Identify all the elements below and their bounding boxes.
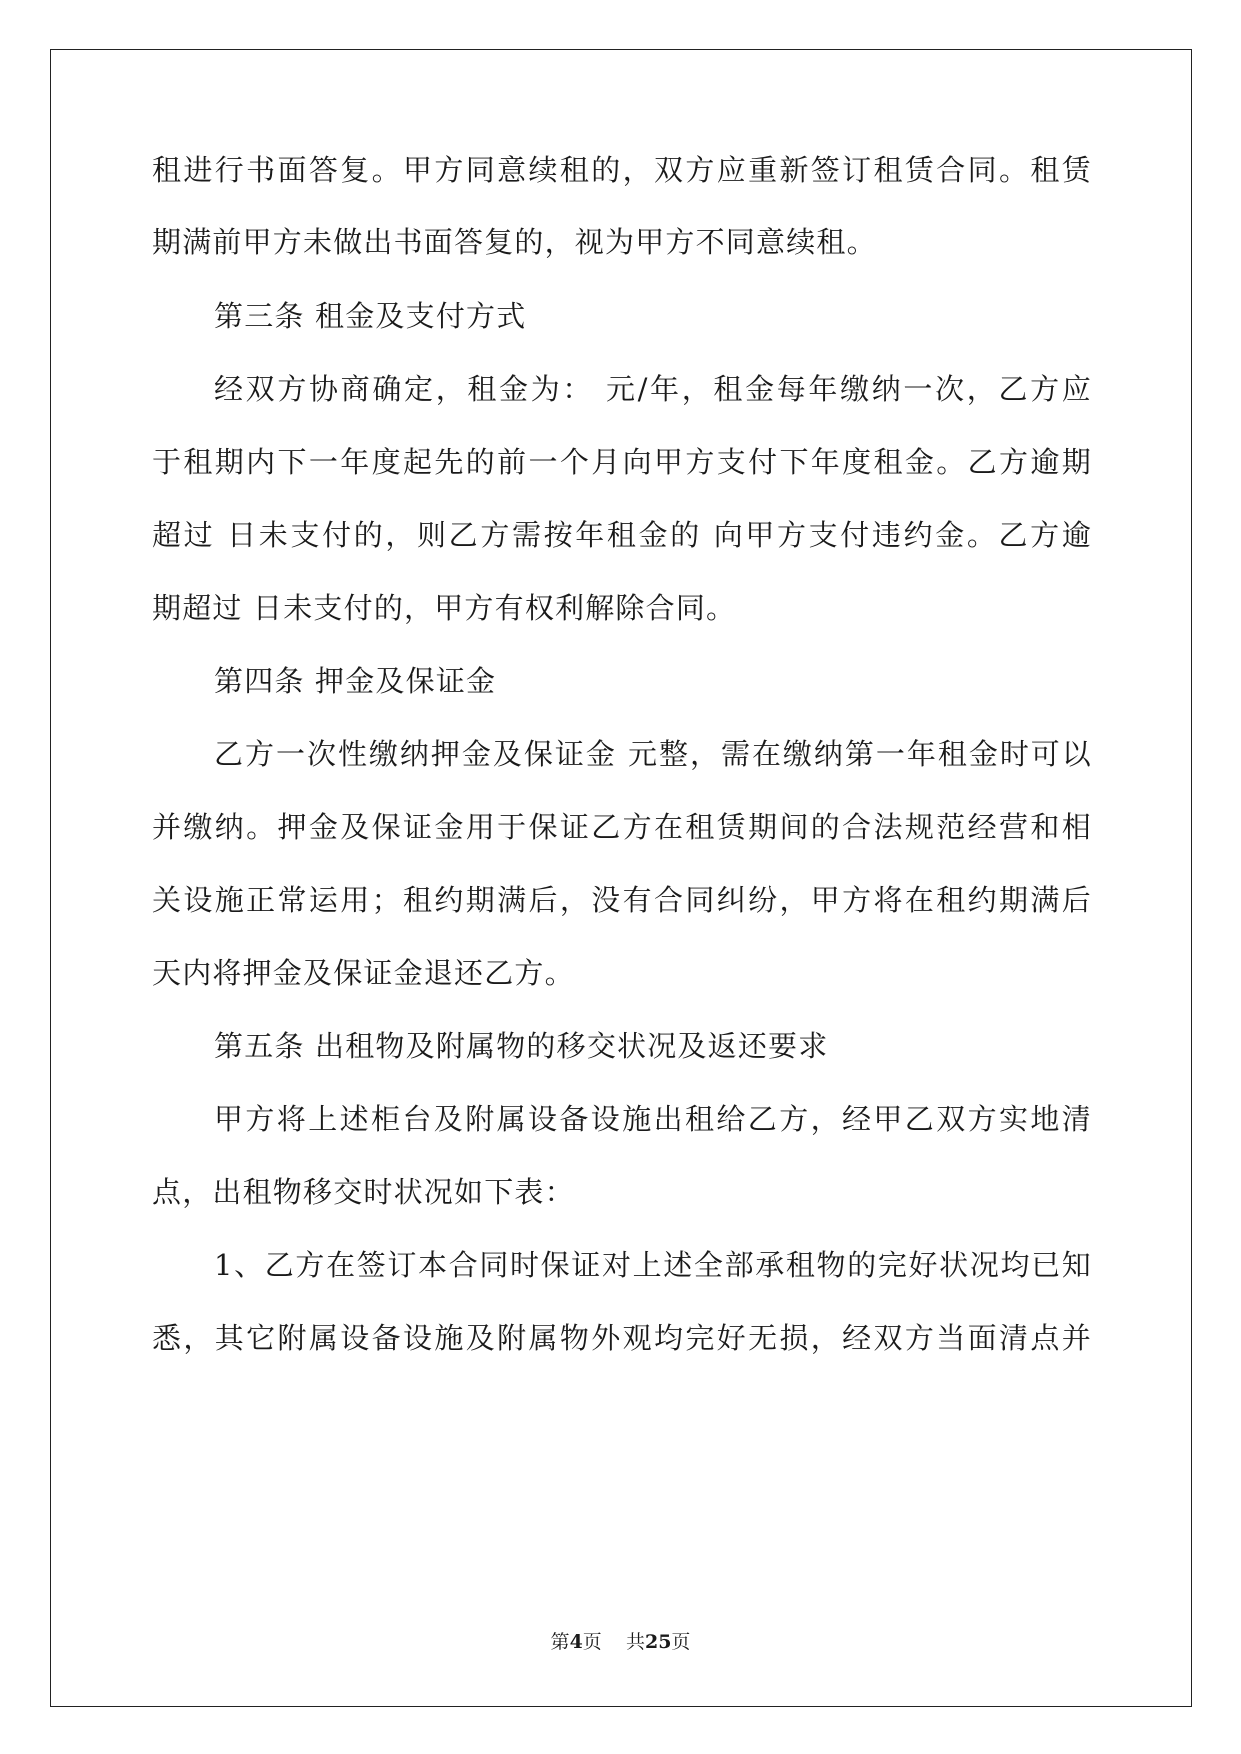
- text-line-10: 并缴纳。押金及保证金用于保证乙方在租赁期间的合法规范经营和相: [152, 810, 1092, 844]
- footer-suffix: 页: [671, 1631, 691, 1653]
- total-page-number: 25: [644, 1631, 672, 1653]
- current-page-number: 4: [569, 1631, 583, 1653]
- section-heading-article-3: 第三条 租金及支付方式: [214, 299, 527, 333]
- text-line-15: 点，出租物移交时状况如下表：: [152, 1175, 575, 1209]
- text-line-4: 经双方协商确定，租金为： 元/年，租金每年缴纳一次，乙方应: [214, 372, 1092, 406]
- text-line-16: 1、乙方在签订本合同时保证对上述全部承租物的完好状况均已知: [214, 1248, 1092, 1282]
- section-heading-article-5: 第五条 出租物及附属物的移交状况及返还要求: [214, 1029, 829, 1063]
- footer-prefix: 第: [550, 1631, 570, 1653]
- text-line-17: 悉，其它附属设备设施及附属物外观均完好无损，经双方当面清点并: [152, 1321, 1092, 1355]
- text-line-9: 乙方一次性缴纳押金及保证金 元整，需在缴纳第一年租金时可以: [214, 737, 1092, 771]
- text-line-12: 天内将押金及保证金退还乙方。: [152, 956, 575, 990]
- page-footer: [0, 1630, 1241, 1654]
- section-heading-article-4: 第四条 押金及保证金: [214, 664, 497, 698]
- text-line-14: 甲方将上述柜台及附属设备设施出租给乙方，经甲乙双方实地清: [214, 1102, 1092, 1136]
- text-line-11: 关设施正常运用；租约期满后，没有合同纠纷，甲方将在租约期满后: [152, 883, 1092, 917]
- text-line-2: 期满前甲方未做出书面答复的，视为甲方不同意续租。: [152, 225, 877, 259]
- text-line-6: 超过 日未支付的，则乙方需按年租金的 向甲方支付违约金。乙方逾: [152, 518, 1092, 552]
- text-line-5: 于租期内下一年度起先的前一个月向甲方支付下年度租金。乙方逾期: [152, 445, 1092, 479]
- text-line-1: 租进行书面答复。甲方同意续租的，双方应重新签订租赁合同。租赁: [152, 153, 1092, 187]
- footer-mid: 页 共: [582, 1631, 645, 1653]
- text-line-7: 期超过 日未支付的，甲方有权利解除合同。: [152, 591, 737, 625]
